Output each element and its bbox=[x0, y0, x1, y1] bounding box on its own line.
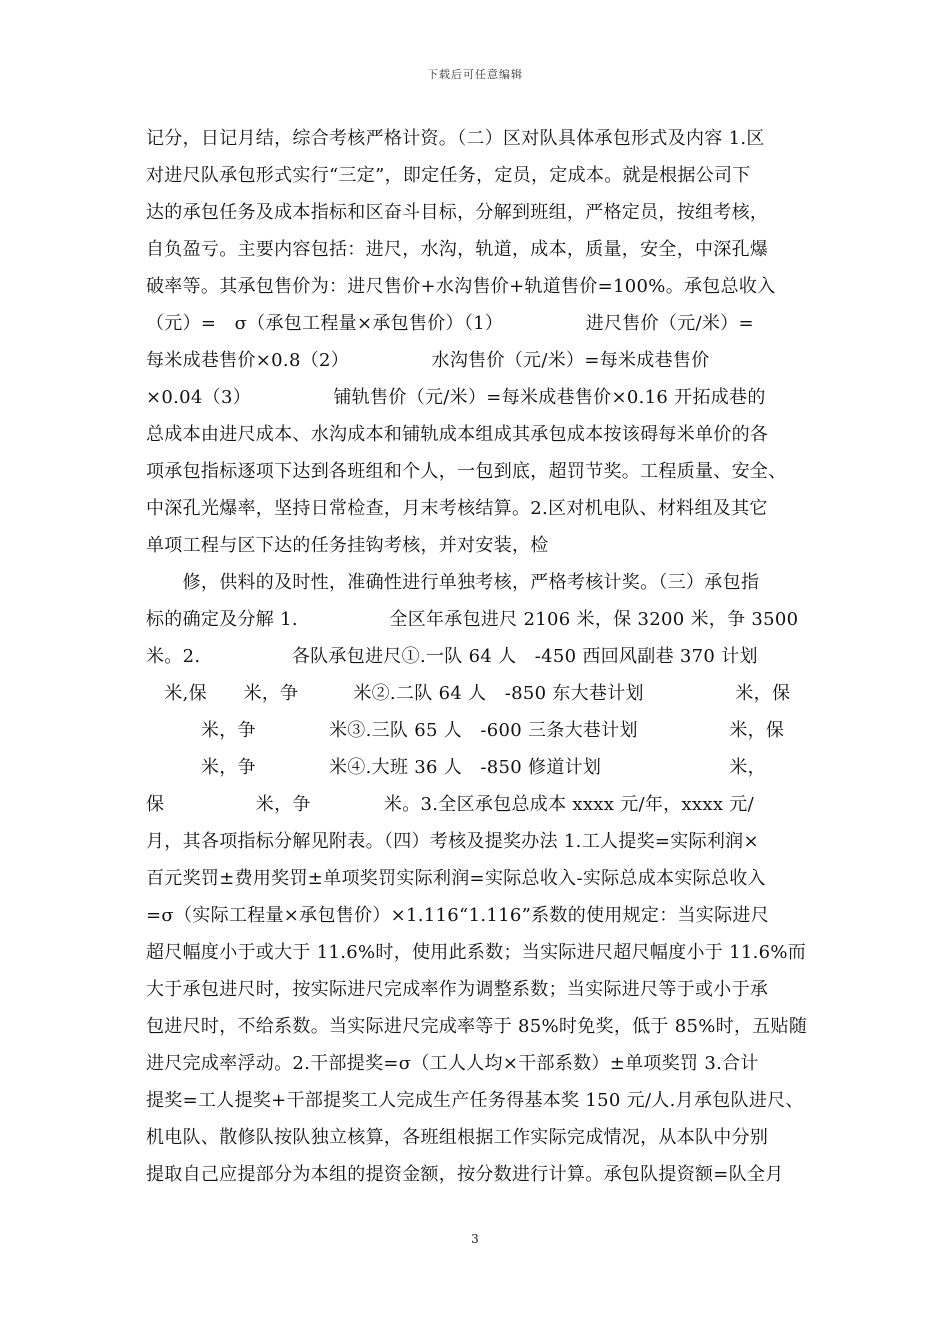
text-line: 百元奖罚±费用奖罚±单项奖罚实际利润=实际总收入-实际总成本实际总收入 bbox=[146, 868, 766, 889]
text-line: 包进尺时，不给系数。当实际进尺完成率等于 85%时免奖，低于 85%时，五贴随 bbox=[146, 1016, 808, 1037]
text-line: 米。2. 各队承包进尺①.一队 64 人 -450 西回风副巷 370 计划 bbox=[146, 646, 758, 667]
page-number: 3 bbox=[471, 1232, 479, 1246]
text-line: 标的确定及分解 1. 全区年承包进尺 2106 米，保 3200 米，争 3500 bbox=[146, 609, 799, 630]
text-line: 单项工程与区下达的任务挂钩考核，并对安装，检 bbox=[146, 535, 549, 556]
text-line: 月，其各项指标分解见附表。（四）考核及提奖办法 1.工人提奖=实际利润× bbox=[146, 831, 759, 852]
text-line: 大于承包进尺时，按实际进尺完成率作为调整系数；当实际进尺等于或小于承 bbox=[146, 979, 769, 1000]
text-line: 中深孔光爆率，坚持日常检查，月末考核结算。2.区对机电队、材料组及其它 bbox=[146, 498, 768, 519]
text-line: ×0.04（3） 铺轨售价（元/米）=每米成巷售价×0.16 开拓成巷的 bbox=[146, 387, 766, 408]
text-line: （元）= σ（承包工程量×承包售价）（1） 进尺售价（元/米）= bbox=[146, 313, 754, 334]
text-line: 米,保 米，争 米②.二队 64 人 -850 东大巷计划 米，保 bbox=[146, 683, 791, 704]
text-line: 机电队、散修队按队独立核算，各班组根据工作实际完成情况，从本队中分别 bbox=[146, 1127, 769, 1148]
text-line: 米，争 米③.三队 65 人 -600 三条大巷计划 米，保 bbox=[146, 720, 785, 741]
text-line: 超尺幅度小于或大于 11.6%时，使用此系数；当实际进尺超尺幅度小于 11.6%而 bbox=[146, 942, 807, 963]
text-line: 项承包指标逐项下达到各班组和个人，一包到底，超罚节奖。工程质量、安全、 bbox=[146, 461, 787, 482]
text-line: 达的承包任务及成本指标和区奋斗目标，分解到班组，严格定员，按组考核， bbox=[146, 202, 769, 223]
text-line: 修，供料的及时性，准确性进行单独考核，严格考核计奖。（三）承包指 bbox=[146, 572, 760, 593]
text-line: 自负盈亏。主要内容包括：进尺，水沟，轨道，成本，质量，安全，中深孔爆 bbox=[146, 239, 769, 260]
text-line: 记分，日记月结，综合考核严格计资。（二）区对队具体承包形式及内容 1.区 bbox=[146, 128, 765, 149]
page-header: 下载后可任意编辑 bbox=[427, 68, 523, 81]
text-line: 提取自己应提部分为本组的提资金额，按分数进行计算。承包队提资额=队全月 bbox=[146, 1164, 784, 1185]
text-line: 保 米，争 米。3.全区承包总成本 xxxx 元/年，xxxx 元/ bbox=[146, 794, 754, 815]
text-line: 米，争 米④.大班 36 人 -850 修道计划 米， bbox=[146, 757, 766, 778]
text-line: 进尺完成率浮动。2.干部提奖=σ（工人人均×干部系数）±单项奖罚 3.合计 bbox=[146, 1053, 759, 1074]
text-line: 对进尺队承包形式实行“三定”，即定任务，定员，定成本。就是根据公司下 bbox=[146, 165, 751, 186]
text-line: 提奖=工人提奖+干部提奖工人完成生产任务得基本奖 150 元/人.月承包队进尺、 bbox=[146, 1090, 804, 1111]
text-line: 每米成巷售价×0.8（2） 水沟售价（元/米）=每米成巷售价 bbox=[146, 350, 710, 371]
text-line: =σ（实际工程量×承包售价）×1.116“1.116”系数的使用规定：当实际进尺 bbox=[146, 905, 769, 926]
text-line: 总成本由进尺成本、水沟成本和铺轨成本组成其承包成本按该碍每米单价的各 bbox=[146, 424, 769, 445]
text-line: 破率等。其承包售价为：进尺售价+水沟售价+轨道售价=100%。承包总收入 bbox=[146, 276, 776, 297]
